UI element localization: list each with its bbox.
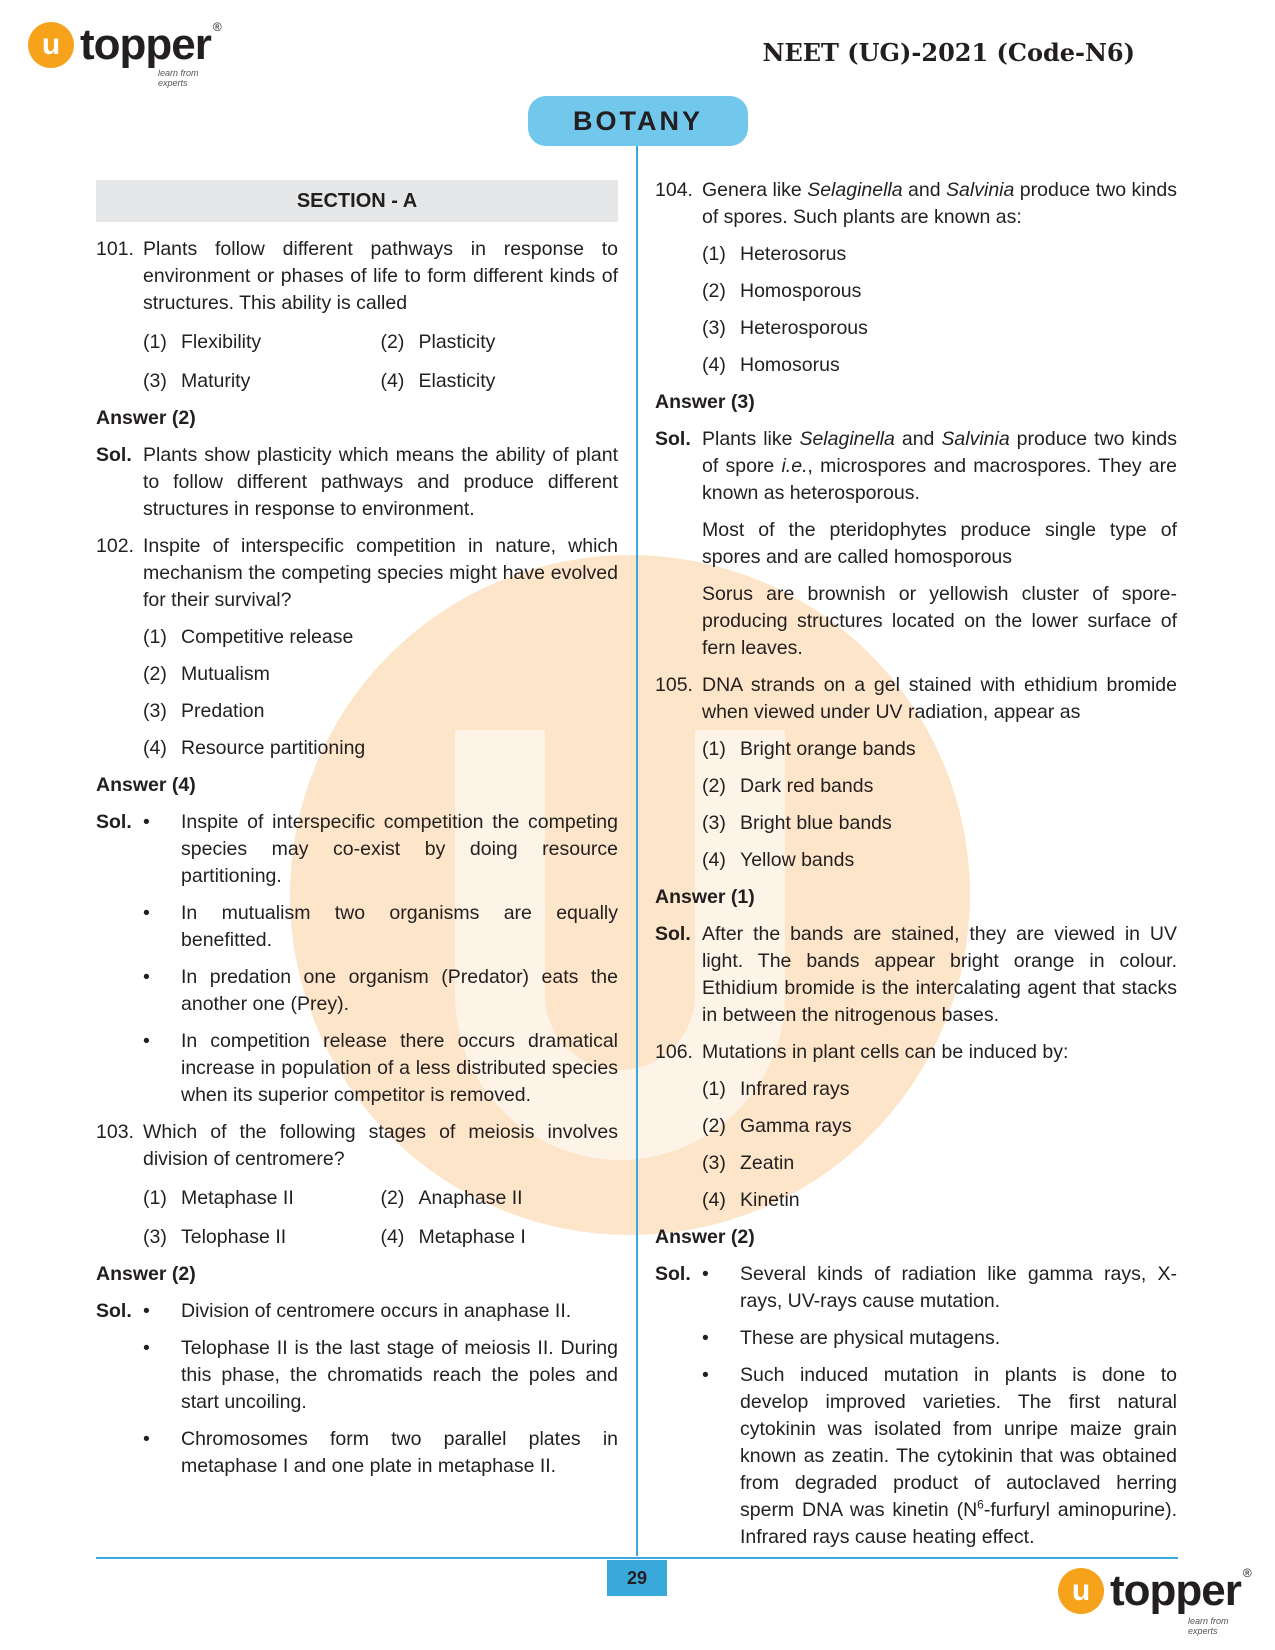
text-fragment: , microspores and macrospores. They are known as heterosporous.: [702, 455, 1177, 504]
option-number: (4): [143, 737, 167, 759]
question-number: 106.: [655, 1041, 693, 1063]
solution-point: [655, 1325, 1177, 1352]
solution-point: [96, 1426, 618, 1480]
solution-label: Sol.: [655, 1263, 691, 1285]
option-text: Gamma rays: [740, 1115, 852, 1137]
answer-105: Answer (1): [655, 886, 755, 908]
solution-102: [96, 809, 618, 1109]
option: [381, 329, 619, 356]
option-number: (3): [702, 317, 726, 339]
option: [702, 1076, 1177, 1103]
solution-text: In competition release there occurs dramatical increase in population of a less distributed species when its superior competitor is removed.: [181, 1030, 618, 1106]
bullet-icon: •: [702, 1327, 709, 1349]
option-number: (3): [143, 1226, 167, 1248]
option-number: (3): [702, 812, 726, 834]
solution-106: [655, 1261, 1177, 1551]
option-number: (4): [702, 849, 726, 871]
option-number: (4): [380, 370, 405, 392]
option-number: (1): [143, 1187, 167, 1209]
option-number: (1): [702, 1078, 726, 1100]
left-column: [96, 180, 618, 1480]
option-text: Metaphase II: [181, 1187, 294, 1209]
text-fragment: Plants like: [702, 428, 800, 450]
option-text: Elasticity: [418, 370, 496, 392]
solution-text: Several kinds of radiation like gamma rays, X-rays, UV-rays cause mutation.: [740, 1263, 1177, 1312]
option-text: Infrared rays: [740, 1078, 850, 1100]
text-fragment: produce two kinds of spore: [702, 428, 1178, 477]
topper-logo[interactable]: [28, 20, 222, 88]
footer-rule: [96, 1557, 1178, 1559]
solution-text: Plants show plasticity which means the ability of plant to follow different pathways and produce different structures in response to environment.: [143, 444, 618, 520]
option-number: (2): [702, 1115, 726, 1137]
option: [702, 810, 1177, 837]
question-text: DNA strands on a gel stained with ethidium bromide when viewed under UV radiation, appear as: [702, 674, 1177, 723]
option: [381, 368, 619, 395]
option-number: (1): [702, 243, 726, 265]
option-number: (2): [702, 775, 726, 797]
question-text: Plants follow different pathways in response to environment or phases of life to form different kinds of structures. This ability is called: [143, 238, 618, 314]
option-number: (3): [143, 370, 167, 392]
topper-logo-icon: u: [1058, 1568, 1104, 1614]
solution-label: Sol.: [655, 428, 691, 450]
solution-point: [96, 900, 618, 954]
topper-logo-footer[interactable]: [1058, 1566, 1252, 1636]
option: [143, 624, 618, 651]
option-number: (3): [143, 700, 167, 722]
options-104: [702, 241, 1177, 379]
option-number: (2): [380, 331, 405, 353]
solution-103: [96, 1298, 618, 1480]
option: [143, 735, 618, 762]
text-fragment: and: [894, 428, 942, 450]
solution-point: [655, 1362, 1177, 1551]
solution-label: Sol.: [655, 923, 691, 945]
option: [143, 1185, 381, 1212]
options-102: [143, 624, 618, 762]
option-text: Resource partitioning: [181, 737, 366, 759]
bullet-icon: •: [702, 1263, 709, 1285]
genus-name: Selaginella: [799, 428, 895, 450]
bullet-icon: •: [143, 1428, 150, 1450]
registered-mark: ®: [1242, 1566, 1252, 1580]
text-fragment: and: [902, 179, 947, 201]
option: [381, 1185, 619, 1212]
solution-text: After the bands are stained, they are viewed in UV light. The bands appear bright orange in colour. Ethidium bromide is the intercalating agent that stacks in between the nitrogenous bases.: [702, 923, 1177, 1026]
option: [702, 1187, 1177, 1214]
column-divider: [636, 146, 638, 1556]
solution-label: Sol.: [96, 811, 132, 833]
question-text: [702, 177, 1177, 231]
option: [702, 1150, 1177, 1177]
solution-text: [702, 426, 1177, 507]
solution-point: [96, 964, 618, 1018]
option-text: Yellow bands: [740, 849, 855, 871]
option: [702, 773, 1177, 800]
solution-paragraph: Sorus are brownish or yellowish cluster of spore-producing structures located on the lower surface of fern leaves.: [702, 583, 1177, 659]
answer-102: Answer (4): [96, 774, 196, 796]
answer-103: Answer (2): [96, 1263, 196, 1285]
logo-tagline: learn from experts: [1188, 1616, 1229, 1636]
solution-point: [96, 1298, 618, 1325]
solution-104: [655, 426, 1177, 507]
bullet-icon: •: [143, 966, 150, 988]
question-102: [96, 533, 618, 614]
option-text: Predation: [181, 700, 265, 722]
text-fragment: -furfuryl aminopurine). Infrared rays cause heating effect.: [740, 1499, 1177, 1548]
solution-label: Sol.: [96, 444, 132, 466]
text-fragment: produce two kinds of spores. Such plants are known as:: [702, 179, 1178, 228]
options-105: [702, 736, 1177, 874]
logo-tagline: learn from experts: [158, 68, 199, 88]
question-104: [655, 177, 1177, 231]
section-title: SECTION - A: [96, 180, 618, 222]
option-number: (2): [380, 1187, 405, 1209]
superscript: 6: [977, 1497, 984, 1512]
question-number: 102.: [96, 535, 134, 557]
option-text: Mutualism: [181, 663, 270, 685]
genus-name: Selaginella: [807, 179, 903, 201]
solution-point: [655, 1261, 1177, 1315]
solution-point: [96, 809, 618, 890]
option-text: Telophase II: [181, 1226, 287, 1248]
solution-text: In mutualism two organisms are equally benefitted.: [181, 902, 618, 951]
option-text: Maturity: [181, 370, 251, 392]
solution-point: [96, 1028, 618, 1109]
option-text: Heterosorus: [740, 243, 847, 265]
logo-wordmark: topper: [80, 20, 211, 69]
genus-name: Salvinia: [941, 428, 1010, 450]
answer-104: Answer (3): [655, 391, 755, 413]
option-text: Homosorus: [740, 354, 840, 376]
option-number: (4): [702, 354, 726, 376]
solution-text: Telophase II is the last stage of meiosis II. During this phase, the chromatids reach the poles and start uncoiling.: [181, 1337, 618, 1413]
option-text: Flexibility: [181, 331, 262, 353]
solution-text: Inspite of interspecific competition the competing species may co-exist by doing resource partitioning.: [181, 811, 618, 887]
solution-text: Division of centromere occurs in anaphase II.: [181, 1300, 572, 1322]
bullet-icon: •: [143, 811, 150, 833]
option: [702, 278, 1177, 305]
option: [702, 241, 1177, 268]
genus-name: Salvinia: [946, 179, 1015, 201]
exam-title: NEET (UG)-2021 (Code-N6): [762, 38, 1135, 67]
option: [702, 1113, 1177, 1140]
question-text: Inspite of interspecific competition in nature, which mechanism the competing species might have evolved for their survival?: [143, 535, 618, 611]
option-text: Plasticity: [418, 331, 496, 353]
options-103: [143, 1173, 618, 1251]
solution-text: These are physical mutagens.: [740, 1327, 1001, 1349]
solution-text: [740, 1362, 1177, 1551]
option-number: (1): [143, 331, 167, 353]
option: [702, 315, 1177, 342]
option-text: Competitive release: [181, 626, 354, 648]
option-number: (4): [702, 1189, 726, 1211]
solution-text: In predation one organism (Predator) eats the another one (Prey).: [181, 966, 618, 1015]
bullet-icon: •: [143, 902, 150, 924]
option-text: Homosporous: [740, 280, 862, 302]
option-text: Anaphase II: [418, 1187, 523, 1209]
question-number: 104.: [655, 179, 693, 201]
option: [702, 352, 1177, 379]
option: [702, 736, 1177, 763]
question-103: [96, 1119, 618, 1173]
options-106: [702, 1076, 1177, 1214]
question-106: [655, 1039, 1177, 1066]
solution-label: Sol.: [96, 1300, 132, 1322]
solution-105: [655, 921, 1177, 1029]
option-text: Zeatin: [740, 1152, 795, 1174]
option-text: Heterosporous: [740, 317, 868, 339]
option: [143, 698, 618, 725]
option-text: Kinetin: [740, 1189, 800, 1211]
question-105: [655, 672, 1177, 726]
right-column: [655, 177, 1177, 1551]
bullet-icon: •: [143, 1300, 150, 1322]
solution-point: [96, 1335, 618, 1416]
question-101: [96, 236, 618, 317]
solution-paragraph: Most of the pteridophytes produce single type of spores and are called homosporous: [702, 519, 1177, 568]
bullet-icon: •: [702, 1364, 709, 1386]
bullet-icon: •: [143, 1337, 150, 1359]
solution-101: [96, 442, 618, 523]
option-number: (2): [702, 280, 726, 302]
logo-wordmark: topper: [1110, 1566, 1241, 1615]
answer-101: Answer (2): [96, 407, 196, 429]
question-text: Which of the following stages of meiosis involves division of centromere?: [143, 1121, 618, 1170]
option: [143, 368, 381, 395]
option-number: (3): [702, 1152, 726, 1174]
option-text: Bright orange bands: [740, 738, 916, 760]
bullet-icon: •: [143, 1030, 150, 1052]
answer-106: Answer (2): [655, 1226, 755, 1248]
topper-logo-icon: u: [28, 22, 74, 68]
options-101: [143, 317, 618, 395]
question-number: 105.: [655, 674, 693, 696]
question-number: 101.: [96, 238, 134, 260]
option: [143, 329, 381, 356]
option-text: Dark red bands: [740, 775, 874, 797]
option: [143, 1224, 381, 1251]
subject-banner: BOTANY: [528, 96, 748, 146]
page-number: 29: [607, 1560, 667, 1596]
text-fragment: i.e.: [781, 455, 808, 477]
option-text: Metaphase I: [418, 1226, 526, 1248]
option: [143, 661, 618, 688]
option: [702, 847, 1177, 874]
question-number: 103.: [96, 1121, 134, 1143]
option-text: Bright blue bands: [740, 812, 892, 834]
text-fragment: Such induced mutation in plants is done to develop improved varieties. The first natural cytokinin was isolated from unripe maize grain known as zeatin. The cytokinin that was obtained from degraded product of autoclaved herring sperm DNA was kinetin (N: [740, 1364, 1177, 1521]
option-number: (1): [143, 626, 167, 648]
option-number: (1): [702, 738, 726, 760]
option-number: (2): [143, 663, 167, 685]
registered-mark: ®: [212, 20, 222, 34]
text-fragment: Genera like: [702, 179, 808, 201]
option: [381, 1224, 619, 1251]
option-number: (4): [380, 1226, 405, 1248]
question-text: Mutations in plant cells can be induced by:: [702, 1041, 1069, 1063]
solution-text: Chromosomes form two parallel plates in metaphase I and one plate in metaphase II.: [181, 1428, 618, 1477]
